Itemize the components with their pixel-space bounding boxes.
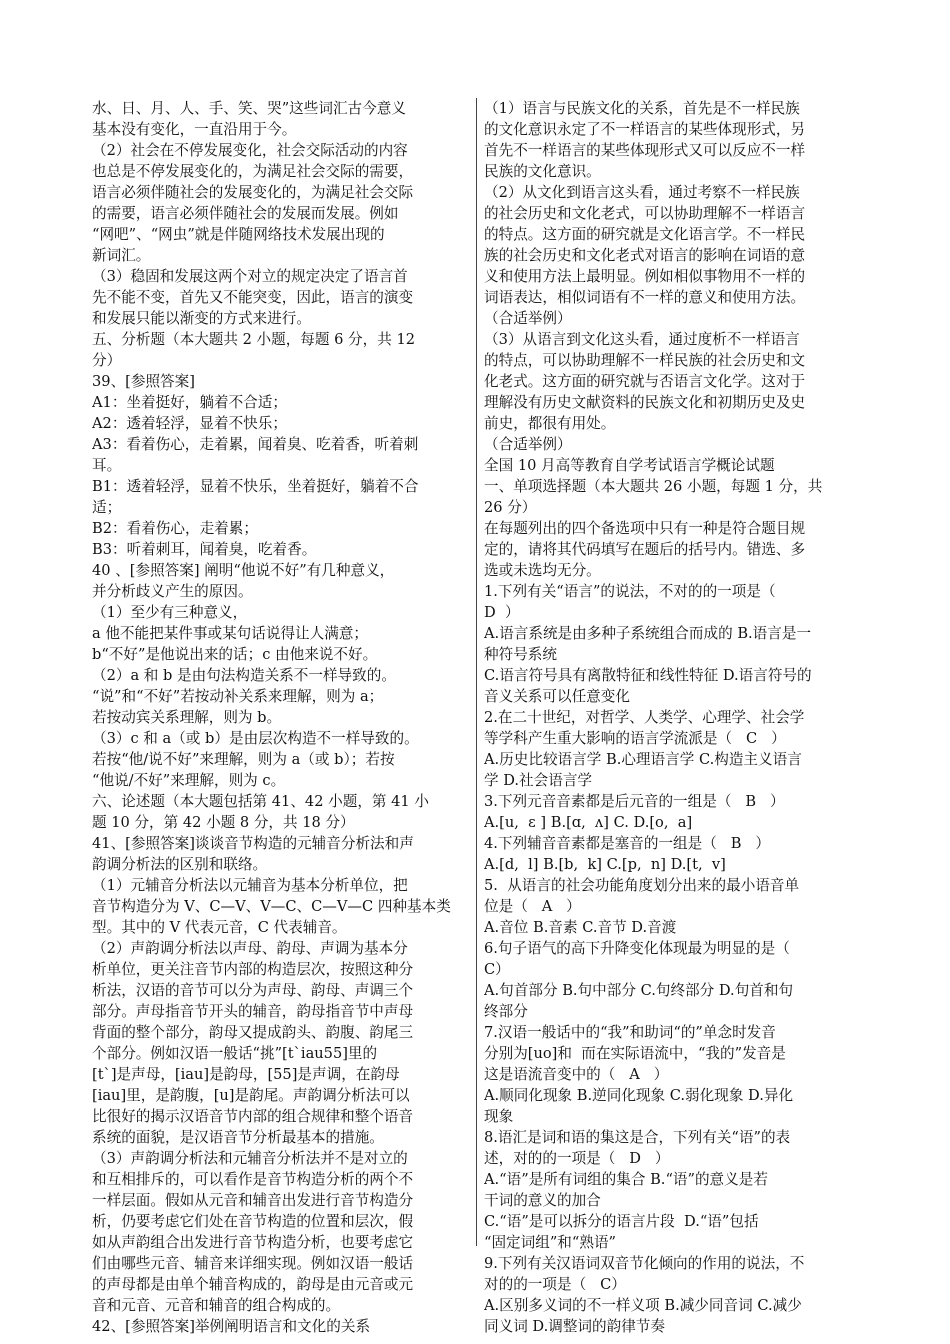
text-line: 适； [92, 499, 122, 516]
text-line: 8.语汇是词和语的集这是合，下列有关“语”的表 [484, 1129, 791, 1146]
text-line: 析单位，更关注音节内部的构造层次，按照这种分 [92, 961, 414, 978]
text-line: A.顺同化现象 B.逆同化现象 C.弱化现象 D.异化 [484, 1087, 794, 1104]
text-line: 若按“他/说不好”来理解，则为 a（或 b）；若按 [92, 751, 395, 768]
text-line: 种符号系统 [484, 646, 557, 663]
text-line: 水、日、月、人、手、笑、哭”这些词汇古今意义 [92, 100, 406, 117]
text-line: A2：透着轻浮，显着不快乐； [92, 415, 287, 432]
text-line: （2）从文化到语言这头看，通过考察不一样民族 [484, 184, 800, 201]
text-line: 干词的意义的加合 [484, 1192, 601, 1209]
text-line: （1）至少有三种意义， [92, 604, 248, 621]
text-line: 先不能不变，首先又不能突变，因此，语言的演变 [92, 289, 414, 306]
text-line: 题 10 分，第 42 小题 8 分，共 18 分） [92, 814, 355, 831]
text-line: 定的，请将其代码填写在题后的括号内。错选、多 [484, 541, 806, 558]
text-line: b“不好”是他说出来的话；c 由他来说不好。 [92, 646, 378, 663]
text-line: [iau]里，是韵腹，[u]是韵尾。声韵调分析法可以 [92, 1087, 410, 1104]
text-line: 7.汉语一般话中的“我”和助词“的”单念时发音 [484, 1024, 776, 1041]
text-line: 现象 [484, 1108, 514, 1125]
text-line: 1.下列有关“语言”的说法，不对的的一项是（ [484, 583, 776, 600]
text-line: 们由哪些元音、辅音来详细实现。例如汉语一般话 [92, 1255, 414, 1272]
text-line: 前史，都很有用处。 [484, 415, 616, 432]
text-line: A.音位 B.音素 C.音节 D.音渡 [484, 919, 677, 936]
text-line: 位是（ A ） [484, 898, 581, 915]
text-line: （3）稳固和发展这两个对立的规定决定了语言首 [92, 268, 408, 285]
text-line: 2.在二十世纪，对哲学、人类学、心理学、社会学 [484, 709, 805, 726]
text-line: A3：看着伤心，走着累，闻着臭、吃着香，听着刺 [92, 436, 419, 453]
text-line: B1：透着轻浮，显着不快乐，坐着挺好，躺着不合 [92, 478, 419, 495]
text-line: A.区别多义词的不一样义项 B.减少同音词 C.减少 [484, 1297, 802, 1314]
column-divider [476, 98, 477, 1246]
text-line: 个部分。例如汉语一般话“挑”[t`iau55]里的 [92, 1045, 378, 1062]
text-line: A.句首部分 B.句中部分 C.句终部分 D.句首和句 [484, 982, 794, 999]
text-line: “固定词组”和“熟语” [484, 1234, 616, 1251]
text-line: 的特点。这方面的研究就是文化语言学。不一样民 [484, 226, 806, 243]
text-line: 耳。 [92, 457, 122, 474]
text-line: A.“语”是所有词组的集合 B.“语”的意义是若 [484, 1171, 768, 1188]
text-line: 析法，汉语的音节可以分为声母、韵母、声调三个 [92, 982, 414, 999]
text-line: （2）社会在不停发展变化，社会交际活动的内容 [92, 142, 408, 159]
text-line: 的声母都是由单个辅音构成的，韵母是由元音或元 [92, 1276, 414, 1293]
text-line: （合适举例） [484, 310, 572, 327]
text-line: C.“语”是可以拆分的语言片段 D.“语”包括 [484, 1213, 759, 1230]
text-line: 化老式。这方面的研究就与否语言文化学。这对于 [484, 373, 806, 390]
text-line: 3.下列元音音素都是后元音的一组是（ B ） [484, 793, 785, 810]
text-line: 部分。声母指音节开头的辅音，韵母指音节中声母 [92, 1003, 414, 1020]
text-line: 也总是不停发展变化的，为满足社会交际的需要， [92, 163, 414, 180]
text-line: A.历史比较语言学 B.心理语言学 C.构造主义语言 [484, 751, 802, 768]
text-line: 音义关系可以任意变化 [484, 688, 630, 705]
text-line: A.[d, l] B.[b, k] C.[p, n] D.[t, v] [484, 856, 726, 873]
text-line: a 他不能把某件事或某句话说得让人满意； [92, 625, 369, 642]
text-line: 学 D.社会语言学 [484, 772, 593, 789]
text-line: 音和元音、元音和辅音的组合构成的。 [92, 1297, 341, 1314]
text-line: 音节构造分为 V、C—V、V—C、C—V—C 四种基本类 [92, 898, 451, 915]
text-line: 和发展只能以渐变的方式来进行。 [92, 310, 311, 327]
text-line: D ） [484, 604, 520, 621]
text-line: 民族的文化意识。 [484, 163, 601, 180]
text-line: 对的的一项是（ C） [484, 1276, 626, 1293]
text-line: 的特点，可以协助理解不一样民族的社会历史和文 [484, 352, 806, 369]
text-line: 的文化意识永定了不一样语言的某些体现形式，另 [484, 121, 806, 138]
text-line: 五、分析题（本大题共 2 小题，每题 6 分，共 12 [92, 331, 416, 348]
text-line: 义和使用方法上最明显。例如相似事物用不一样的 [484, 268, 806, 285]
text-line: A.语言系统是由多种子系统组合而成的 B.语言是一 [484, 625, 812, 642]
text-line: 若按动宾关系理解，则为 b。 [92, 709, 282, 726]
text-line: 词语表达，相似词语有不一样的意义和使用方法。 [484, 289, 806, 306]
text-line: （3）c 和 a（或 b）是由层次构造不一样导致的。 [92, 730, 419, 747]
text-line: 40 、[参照答案] 阐明“他说不好”有几种意义， [92, 562, 395, 579]
text-line: 5. 从语言的社会功能角度划分出来的最小语音单 [484, 877, 800, 894]
text-line: 首先不一样语言的某些体现形式又可以反应不一样 [484, 142, 806, 159]
text-line: 分别为[uo]和 而在实际语流中，“我的”发音是 [484, 1045, 786, 1062]
text-line: 新词汇。 [92, 247, 151, 264]
text-line: 语言必须伴随社会的发展变化的，为满足社会交际 [92, 184, 414, 201]
text-line: 在每题列出的四个备选项中只有一种是符合题目规 [484, 520, 806, 537]
text-line: 选或未选均无分。 [484, 562, 601, 579]
text-line: 一、单项选择题（本大题共 26 小题，每题 1 分，共 [484, 478, 823, 495]
text-line: “说”和“不好”若按动补关系来理解，则为 a； [92, 688, 384, 705]
text-line: C） [484, 961, 510, 978]
text-line: 基本没有变化，一直沿用于今。 [92, 121, 297, 138]
text-line: 族的社会历史和文化老式对语言的影响在词语的意 [484, 247, 806, 264]
text-line: 系统的面貌，是汉语音节分析最基本的措施。 [92, 1129, 384, 1146]
text-line: C.语言符号具有离散特征和线性特征 D.语言符号的 [484, 667, 812, 684]
text-line: 9.下列有关汉语词双音节化倾向的作用的说法，不 [484, 1255, 805, 1272]
text-line: 42、[参照答案]举例阐明语言和文化的关系 [92, 1318, 371, 1335]
text-line: 分） [92, 352, 122, 369]
text-line: 析，仍要考虑它们处在音节构造的位置和层次，假 [92, 1213, 414, 1230]
text-line: （2）声韵调分析法以声母、韵母、声调为基本分 [92, 940, 408, 957]
text-line: 和互相排斥的，可以看作是音节构造分析的两个不 [92, 1171, 414, 1188]
text-line: 同义词 D.调整词的韵律节奏 [484, 1318, 665, 1335]
text-line: B3：听着刺耳，闻着臭，吃着香。 [92, 541, 317, 558]
text-line: 一样层面。假如从元音和辅音出发进行音节构造分 [92, 1192, 414, 1209]
text-line: A.[u, ɛ ] B.[ɑ, ʌ] C. D.[o, a] [484, 814, 693, 831]
text-line: B2：看着伤心，走着累； [92, 520, 258, 537]
text-line: 比很好的揭示汉语音节内部的组合规律和整个语音 [92, 1108, 414, 1125]
text-line: 41、[参照答案]谈谈音节构造的元辅音分析法和声 [92, 835, 414, 852]
text-line: 背面的整个部分，韵母又提成韵头、韵腹、韵尾三 [92, 1024, 414, 1041]
text-line: （2）a 和 b 是由句法构造关系不一样导致的。 [92, 667, 396, 684]
text-line: “他说/不好”来理解，则为 c。 [92, 772, 286, 789]
text-line: 型。其中的 V 代表元音，C 代表辅音。 [92, 919, 347, 936]
text-line: 等学科产生重大影响的语言学流派是（ C ） [484, 730, 786, 747]
text-line: A1：坐着挺好，躺着不合适； [92, 394, 287, 411]
text-line: 六、论述题（本大题包括第 41、42 小题，第 41 小 [92, 793, 429, 810]
text-line: 终部分 [484, 1003, 528, 1020]
left-text-column [92, 98, 472, 1337]
text-line: 的社会历史和文化老式，可以协助理解不一样语言 [484, 205, 806, 222]
text-line: 4.下列辅音音素都是塞音的一组是（ B ） [484, 835, 770, 852]
right-text-column [484, 98, 870, 1337]
text-line: （1）元辅音分析法以元辅音为基本分析单位，把 [92, 877, 408, 894]
text-line: 39、[参照答案] [92, 373, 195, 390]
text-line: 韵调分析法的区别和联络。 [92, 856, 268, 873]
text-line: （1）语言与民族文化的关系，首先是不一样民族 [484, 100, 800, 117]
text-line: 并分析歧义产生的原因。 [92, 583, 253, 600]
text-line: 述，对的的一项是（ D ） [484, 1150, 670, 1167]
text-line: 如从声韵组合出发进行音节构造分析，也要考虑它 [92, 1234, 414, 1251]
text-line: 理解没有历史文献资料的民族文化和初期历史及史 [484, 394, 806, 411]
text-line: [t`]是声母，[iau]是韵母，[55]是声调，在韵母 [92, 1066, 400, 1083]
text-line: （合适举例） [484, 436, 572, 453]
text-line: 26 分） [484, 499, 537, 516]
text-line: 全国 10 月高等教育自学考试语言学概论试题 [484, 457, 775, 474]
text-line: 6.句子语气的高下升降变化体现最为明显的是（ [484, 940, 790, 957]
text-line: 这是语流音变中的（ A ） [484, 1066, 669, 1083]
text-line: （3）从语言到文化这头看，通过度析不一样语言 [484, 331, 800, 348]
text-line: 的需要，语言必须伴随社会的发展而发展。例如 [92, 205, 399, 222]
text-line: （3）声韵调分析法和元辅音分析法并不是对立的 [92, 1150, 408, 1167]
text-line: “网吧”、“网虫”就是伴随网络技术发展出现的 [92, 226, 385, 243]
